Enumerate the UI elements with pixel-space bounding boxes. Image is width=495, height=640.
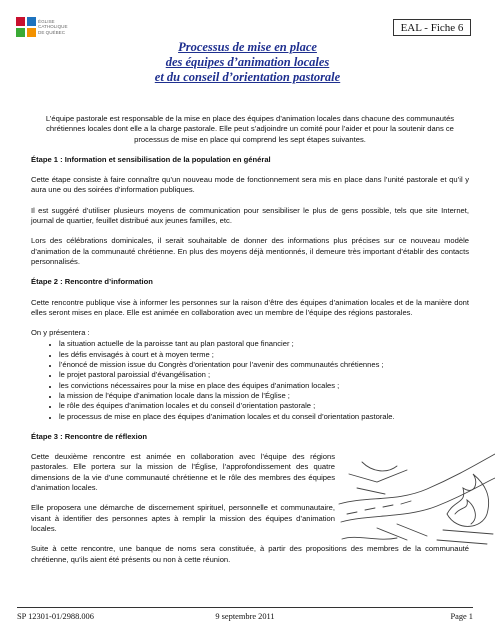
list-item: • les convictions nécessaires pour la mise en place des équipes d’animation locales ; <box>59 381 469 391</box>
etape-2-list-intro: On y présentera : <box>31 328 90 338</box>
logo-text <box>38 19 68 35</box>
etape-1-paragraph-1: Cette étape consiste à faire connaître qu’un nouveau mode de fonctionnement sera mis en place dans l’unité pastorale et qu’il y aura une ou des soirées d’information publiques. <box>31 175 469 195</box>
document-date: 9 septembre 2011 <box>215 612 275 621</box>
etape-1-heading: Étape 1 : Information et sensibilisation de la population en général <box>31 154 271 164</box>
document-title <box>60 40 435 85</box>
document-body <box>31 114 469 575</box>
list-item: • l’énoncé de mission issue du Congrès d’orientation pour l’avenir des communautés chrétiennes ; <box>59 360 469 370</box>
logo-line: DE QUÉBEC <box>38 29 66 35</box>
etape-3-paragraph-2: Elle proposera une démarche de discernement spirituel, personnelle et communautaire, visant à identifier des personnes aptes à remplir la mission des équipes d’animation locales. <box>31 503 335 533</box>
list-item: • le rôle des équipes d’animation locales et du conseil d’orientation pastorale ; <box>59 401 469 411</box>
etape-2-heading: Étape 2 : Rencontre d’information <box>31 277 153 287</box>
title-line-3: et du conseil d’orientation pastorale <box>154 70 341 84</box>
etape-2-list <box>31 339 469 421</box>
etape-1-paragraph-3: Lors des célébrations dominicales, il serait souhaitable de donner des informations plus précises sur ce nouveau modèle d’animation de la communauté chrétienne. En plus des moyens déjà mentionnés, il demeure très important d’établir des contacts personnalisés. <box>31 236 469 266</box>
etape-2-paragraph-1: Cette rencontre publique vise à informer les personnes sur la raison d’être des équipes d’animation locales et de la manière dont elles seront mises en place. Elle est animée en collaboration avec un membre de l’équipe des régions pastorales. <box>31 297 469 317</box>
logo-line: CATHOLIQUE <box>38 24 68 30</box>
title-line-1: Processus de mise en place <box>178 40 317 54</box>
etape-3-paragraph-3: Suite à cette rencontre, une banque de noms sera constituée, à partir des propositions des membres de la communauté chrétienne, qu’ils aient été présents ou non à cette réunion. <box>31 544 469 564</box>
document-reference: SP 12301-01/2988.006 <box>17 612 94 621</box>
fiche-label: EAL - Fiche 6 <box>393 19 471 36</box>
etape-3-heading: Étape 3 : Rencontre de réflexion <box>31 431 148 441</box>
page-number: Page 1 <box>450 612 473 621</box>
etape-3-paragraph-1: Cette deuxième rencontre est animée en collaboration avec l’équipe des régions pastorales. Elle portera sur la mission de l’Église, l’approfondissement des quatre dimensions de la vie d’une communauté chrétienne et le rôle des membres des équipes d’animation locales. <box>31 452 335 493</box>
etape-3-section <box>31 452 469 534</box>
etape-3-text-column <box>31 452 335 534</box>
list-item: • la mission de l’équipe d’animation locale dans la mission de l’Église ; <box>59 391 469 401</box>
intro-paragraph: L’équipe pastorale est responsable de la mise en place des équipes d’animation locales dans chacune des communautés chrétiennes locales dont elle a la charge pastorale. Elle peut s’adjoindre un comité pour l’aider et pour la soutenir dans ce processus de mise en place qui comprend les sept étapes suivantes. <box>45 114 455 144</box>
cross-logo-icon <box>16 17 36 37</box>
title-line-2: des équipes d’animation locales <box>165 55 330 69</box>
road-sketch-illustration <box>337 444 495 549</box>
list-item: • le projet pastoral paroissial d’évangélisation ; <box>59 370 469 380</box>
etape-1-paragraph-2: Il est suggéré d’utiliser plusieurs moyens de communication pour sensibiliser le plus de gens possible, tels que site Internet, journal de quartier, feuillet distribué aux jeunes familles, etc. <box>31 205 469 226</box>
page-footer <box>17 607 473 626</box>
logo-line: ÉGLISE <box>38 19 55 24</box>
list-item: • les défis envisagés à court et à moyen terme ; <box>59 350 469 360</box>
list-item: • le processus de mise en place des équipes d’animation locales et du conseil d’orientation pastorale. <box>59 412 469 422</box>
list-item: • la situation actuelle de la paroisse tant au plan pastoral que financier ; <box>59 339 469 349</box>
